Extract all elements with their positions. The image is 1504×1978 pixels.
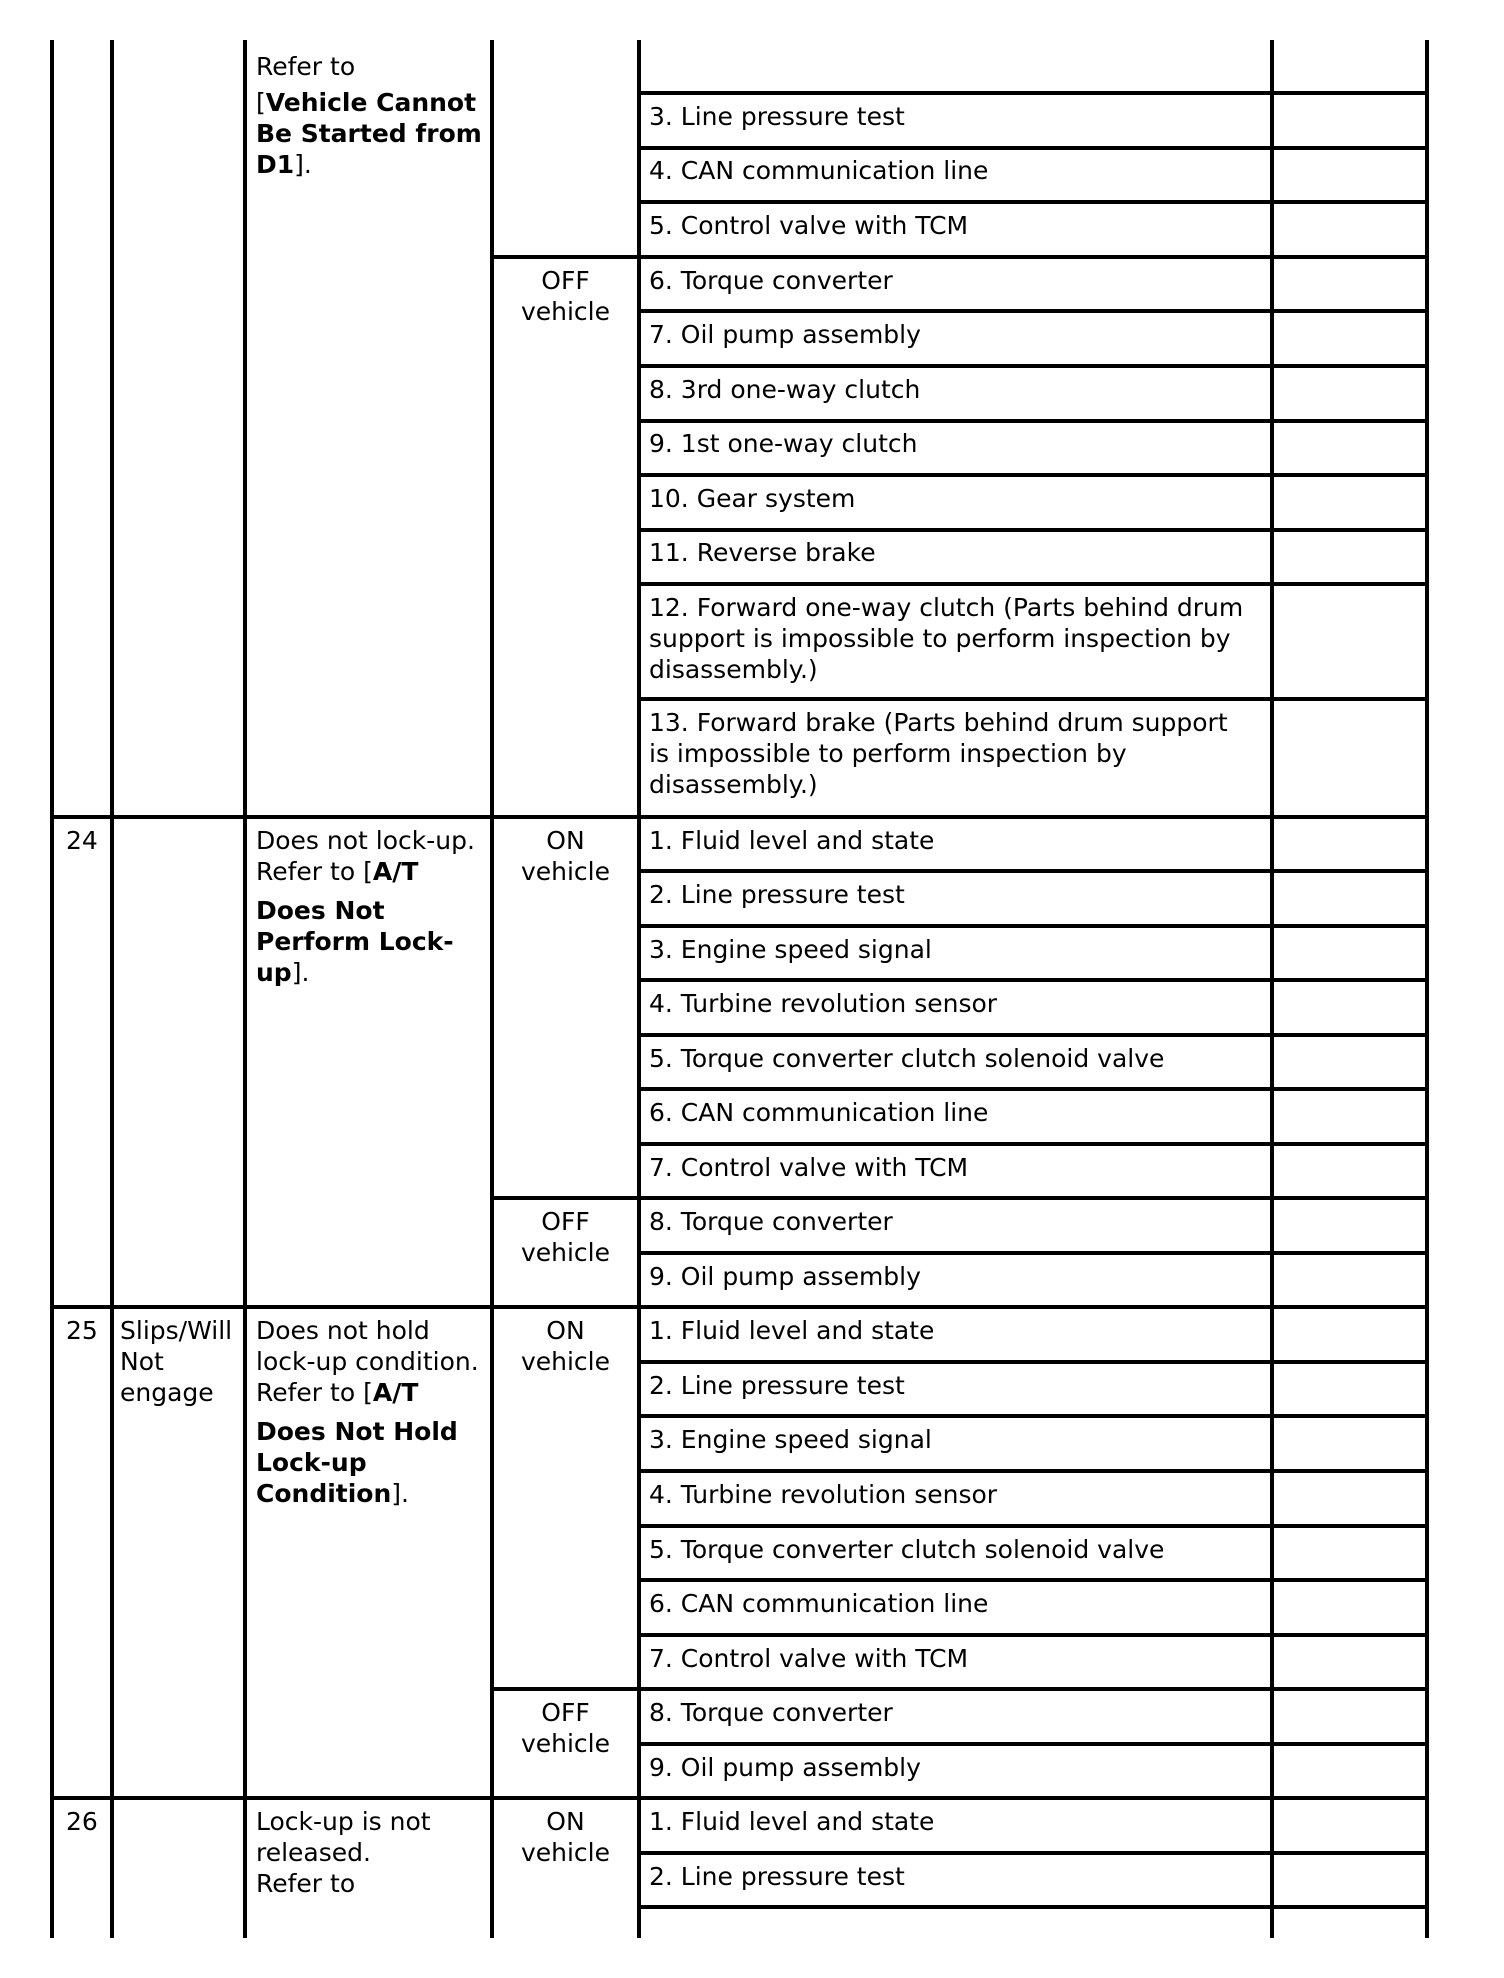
condition-link-bold: up (256, 958, 292, 987)
item-separator (637, 1578, 1429, 1582)
item-separator (637, 146, 1429, 150)
item-separator (637, 200, 1429, 204)
list-item: 9. Oil pump assembly (649, 1753, 921, 1782)
symptom-text: Slips/Will Not engage (120, 1316, 233, 1407)
list-item: 3. Engine speed signal (649, 935, 932, 964)
condition-link-bold: D1 (256, 150, 295, 179)
condition-text (256, 87, 476, 118)
list-item: 2. Line pressure test (649, 1371, 905, 1400)
col-border-5 (637, 40, 641, 1938)
item-separator (637, 528, 1429, 532)
col-border-7 (1425, 40, 1429, 1938)
list-item: 7. Control valve with TCM (649, 1153, 969, 1182)
condition-text (256, 1447, 367, 1478)
condition-text: Refer to [A/T (256, 1378, 419, 1407)
item-separator (637, 697, 1429, 701)
item-separator (637, 473, 1429, 477)
item-separator (637, 1360, 1429, 1364)
row-number: 25 (66, 1316, 98, 1345)
item-separator (637, 1742, 1429, 1746)
list-item: 4. CAN communication line (649, 156, 989, 185)
item-separator (637, 978, 1429, 982)
location-label: OFF vehicle (520, 1207, 611, 1267)
item-separator (637, 309, 1429, 313)
list-item: 9. Oil pump assembly (649, 1262, 921, 1291)
list-item: 9. 1st one-way clutch (649, 429, 918, 458)
condition-link-bold: Does Not (256, 896, 385, 925)
condition-text (256, 926, 454, 957)
list-item: 11. Reverse brake (649, 538, 876, 567)
list-item: 4. Turbine revolution sensor (649, 989, 998, 1018)
condition-text (256, 118, 482, 149)
condition-link-bold: A/T (372, 857, 419, 886)
list-item: 7. Control valve with TCM (649, 1644, 969, 1673)
group-separator (490, 1196, 1429, 1200)
condition-text: released. (256, 1838, 371, 1867)
col-border-1 (50, 40, 54, 1938)
condition-link-bold: Lock-up (256, 1448, 367, 1477)
condition-link-bold: Be Started from (256, 119, 482, 148)
condition-text (256, 895, 385, 926)
list-item: 5. Control valve with TCM (649, 211, 969, 240)
item-separator (637, 91, 1429, 95)
list-item: 5. Torque converter clutch solenoid valve (649, 1535, 1165, 1564)
condition-text: lock-up condition. (256, 1347, 479, 1376)
list-item: 2. Line pressure test (649, 1862, 905, 1891)
list-item: 7. Oil pump assembly (649, 320, 921, 349)
list-item: 4. Turbine revolution sensor (649, 1480, 998, 1509)
item-separator (637, 582, 1429, 586)
list-item: 6. CAN communication line (649, 1098, 989, 1127)
bracket: ]. (294, 150, 312, 179)
col-border-3 (243, 40, 247, 1938)
item-separator (637, 1414, 1429, 1418)
list-item: 12. Forward one-way clutch (Parts behind drum support is impossible to perform inspection by disassembly.) (649, 593, 1244, 684)
condition-link-bold: Does Not Hold (256, 1417, 458, 1446)
row-number: 24 (66, 826, 98, 855)
list-item: 5. Torque converter clutch solenoid valve (649, 1044, 1165, 1073)
row-number: 26 (66, 1807, 98, 1836)
item-separator (637, 1142, 1429, 1146)
list-item: 10. Gear system (649, 484, 856, 513)
row-separator-25 (50, 1305, 1429, 1309)
list-item: 1. Fluid level and state (649, 1807, 935, 1836)
item-separator (637, 924, 1429, 928)
condition-text: Refer to [A/T (256, 857, 419, 886)
condition-text: Does not hold (256, 1316, 430, 1345)
list-item: 8. Torque converter (649, 1207, 893, 1236)
item-separator (637, 1633, 1429, 1637)
col-border-2 (110, 40, 114, 1938)
location-label: ON vehicle (520, 1316, 611, 1376)
group-separator (490, 1687, 1429, 1691)
item-separator (637, 1087, 1429, 1091)
item-separator (637, 1905, 1429, 1909)
condition-link-bold: Perform Lock- (256, 927, 454, 956)
list-item: 1. Fluid level and state (649, 1316, 935, 1345)
group-separator (490, 255, 1429, 259)
condition-link-bold: A/T (372, 1378, 419, 1407)
list-item: 8. Torque converter (649, 1698, 893, 1727)
item-separator (637, 1469, 1429, 1473)
list-item: 2. Line pressure test (649, 880, 905, 909)
condition-link-bold: Condition (256, 1479, 392, 1508)
condition-text: up]. (256, 958, 310, 987)
location-label: ON vehicle (520, 826, 611, 886)
row-separator-26 (50, 1796, 1429, 1800)
col-border-6 (1270, 40, 1274, 1938)
item-separator (637, 1033, 1429, 1037)
location-label: OFF vehicle (520, 1698, 611, 1758)
bracket: [ (256, 88, 266, 117)
list-item: 3. Line pressure test (649, 102, 905, 131)
list-item: 6. Torque converter (649, 266, 893, 295)
list-item: 8. 3rd one-way clutch (649, 375, 921, 404)
condition-text (256, 1416, 458, 1447)
condition-text (256, 149, 312, 180)
list-item: 1. Fluid level and state (649, 826, 935, 855)
list-item: 6. CAN communication line (649, 1589, 989, 1618)
list-item: 3. Engine speed signal (649, 1425, 932, 1454)
item-separator (637, 364, 1429, 368)
item-separator (637, 869, 1429, 873)
condition-text: Lock-up is not (256, 1807, 431, 1836)
condition-text: Refer to (256, 1869, 356, 1898)
item-separator (637, 1851, 1429, 1855)
location-label: OFF vehicle (520, 266, 611, 326)
list-item: 13. Forward brake (Parts behind drum support is impossible to perform inspection by disassembly.) (649, 708, 1228, 799)
item-separator (637, 1251, 1429, 1255)
condition-link-bold: Vehicle Cannot (265, 88, 477, 117)
location-label: ON vehicle (520, 1807, 611, 1867)
row-separator-24 (50, 815, 1429, 819)
condition-text: Refer to (256, 52, 356, 81)
condition-text: Condition]. (256, 1479, 409, 1508)
item-separator (637, 419, 1429, 423)
item-separator (637, 1524, 1429, 1528)
condition-text: Does not lock-up. (256, 826, 475, 855)
